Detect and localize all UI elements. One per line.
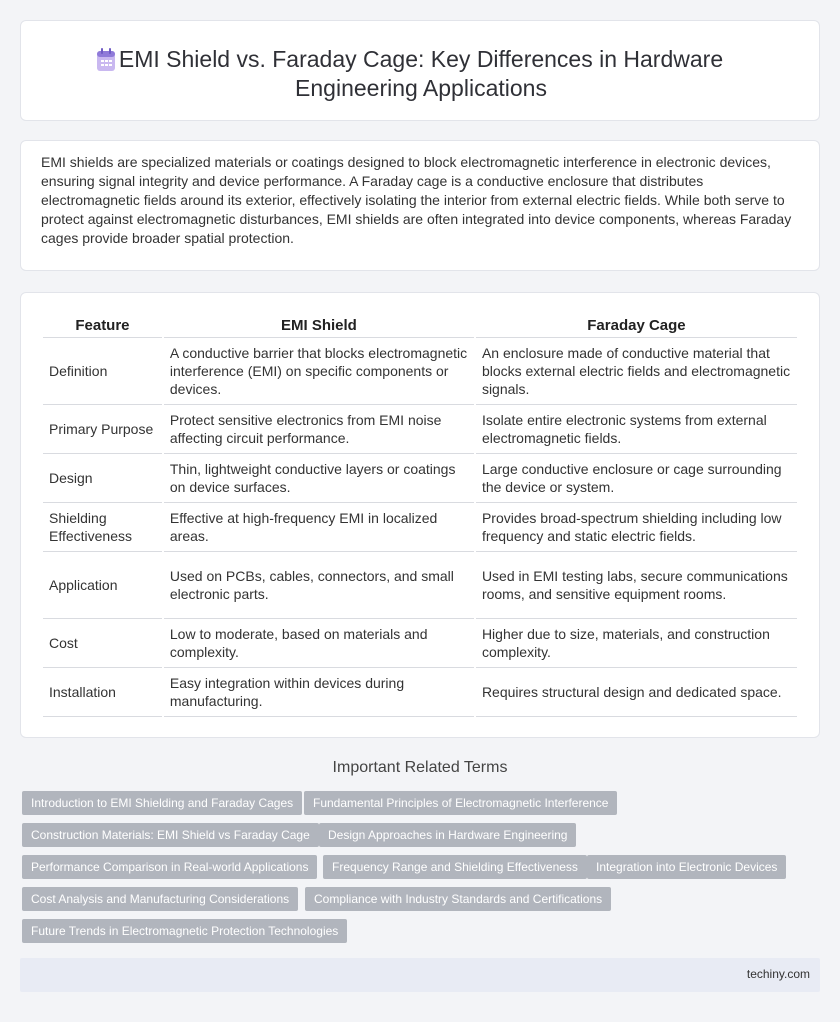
footer <box>20 958 820 992</box>
related-term-tag[interactable]: Integration into Electronic Devices <box>587 855 786 879</box>
row-emi-shield: Low to moderate, based on materials and complexity. <box>164 619 474 668</box>
row-feature: Design <box>43 454 162 503</box>
row-faraday-cage: Provides broad-spectrum shielding including low frequency and static electric fields. <box>476 503 797 552</box>
row-emi-shield: Thin, lightweight conductive layers or coatings on device surfaces. <box>164 454 474 503</box>
table-row <box>43 619 797 668</box>
related-terms-heading: Important Related Terms <box>332 759 508 776</box>
table-row <box>43 552 797 619</box>
page-title: EMI Shield vs. Faraday Cage: Key Differences in Hardware Engineering Applications <box>118 46 724 101</box>
table-row <box>43 405 797 454</box>
row-feature: Primary Purpose <box>43 405 162 454</box>
header-feature: Feature <box>43 317 162 338</box>
row-feature: Installation <box>43 668 162 717</box>
related-term-tag[interactable]: Future Trends in Electromagnetic Protection Technologies <box>22 919 347 943</box>
row-faraday-cage: Isolate entire electronic systems from external electromagnetic fields. <box>476 405 797 454</box>
row-faraday-cage: Large conductive enclosure or cage surrounding the device or system. <box>476 454 797 503</box>
related-term-tag[interactable]: Design Approaches in Hardware Engineering <box>319 823 576 847</box>
related-term-tag[interactable]: Frequency Range and Shielding Effectiveness <box>323 855 587 879</box>
row-faraday-cage: Used in EMI testing labs, secure communications rooms, and sensitive equipment rooms. <box>476 552 797 619</box>
table-row <box>43 668 797 717</box>
row-feature: Cost <box>43 619 162 668</box>
row-feature: Definition <box>43 338 162 405</box>
header-emi-shield: EMI Shield <box>164 317 474 338</box>
row-feature: Application <box>43 552 162 619</box>
title-card <box>20 20 820 121</box>
row-emi-shield: Effective at high-frequency EMI in localized areas. <box>164 503 474 552</box>
related-term-tag[interactable]: Fundamental Principles of Electromagnetic Interference <box>304 791 617 815</box>
related-term-tag[interactable]: Construction Materials: EMI Shield vs Faraday Cage <box>22 823 319 847</box>
row-faraday-cage: Requires structural design and dedicated space. <box>476 668 797 717</box>
row-emi-shield: Protect sensitive electronics from EMI noise affecting circuit performance. <box>164 405 474 454</box>
page-title-wrap <box>91 45 751 103</box>
row-feature: Shielding Effectiveness <box>43 503 162 552</box>
header-faraday-cage: Faraday Cage <box>476 317 797 338</box>
comparison-table <box>41 317 799 717</box>
table-row <box>43 454 797 503</box>
table-row <box>43 338 797 405</box>
intro-card <box>20 140 820 271</box>
related-term-tag[interactable]: Compliance with Industry Standards and Certifications <box>305 887 611 911</box>
row-emi-shield: Easy integration within devices during manufacturing. <box>164 668 474 717</box>
row-faraday-cage: An enclosure made of conductive material that blocks external electric fields and electromagnetic signals. <box>476 338 797 405</box>
comparison-table-card <box>20 292 820 738</box>
row-emi-shield: Used on PCBs, cables, connectors, and small electronic parts. <box>164 552 474 619</box>
related-term-tag[interactable]: Introduction to EMI Shielding and Faraday Cages <box>22 791 302 815</box>
related-term-tag[interactable]: Cost Analysis and Manufacturing Considerations <box>22 887 298 911</box>
table-row <box>43 503 797 552</box>
table-header-row <box>43 317 797 338</box>
related-term-tag[interactable]: Performance Comparison in Real-world Applications <box>22 855 317 879</box>
row-emi-shield: A conductive barrier that blocks electromagnetic interference (EMI) on specific components or devices. <box>164 338 474 405</box>
footer-site-link[interactable]: techiny.com <box>746 967 810 981</box>
row-faraday-cage: Higher due to size, materials, and construction complexity. <box>476 619 797 668</box>
intro-paragraph: EMI shields are specialized materials or coatings designed to block electromagnetic interference in electronic devices, ensuring signal integrity and device performance. A Faraday cage is a conductive enclosure that distributes electromagnetic fields around its exterior, effectively isolating the interior from external electric fields. While both serve to protect against electromagnetic disturbances, EMI shields are often integrated into device components, whereas Faraday cages provide broader spatial protection. <box>41 154 792 246</box>
